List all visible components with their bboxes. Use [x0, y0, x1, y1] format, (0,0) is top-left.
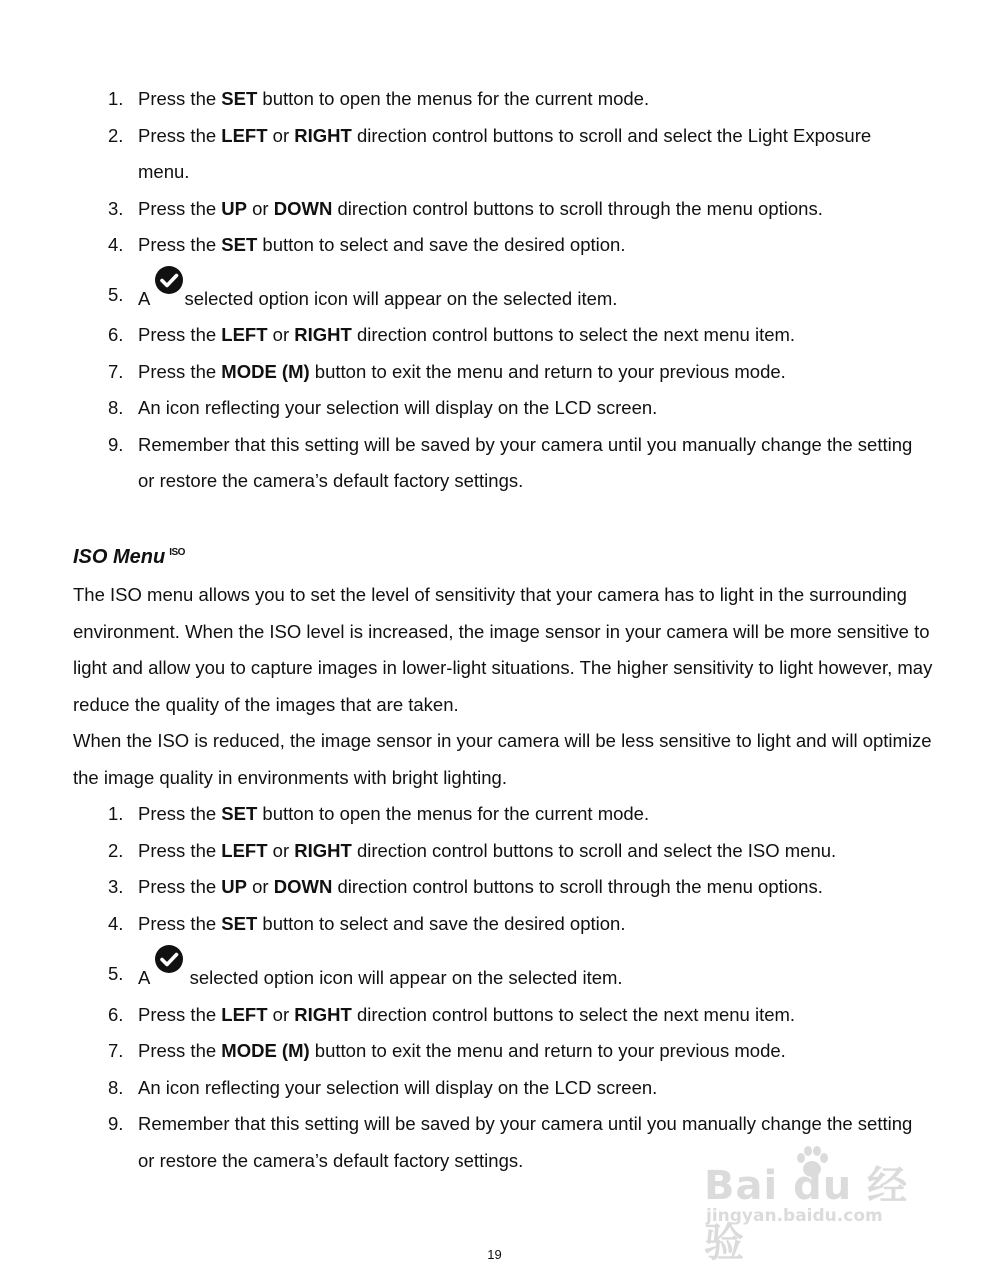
list-item-text: selected option icon will appear on the selected item.	[184, 287, 618, 309]
list-item	[0, 833, 989, 870]
list-item	[0, 390, 989, 427]
list-item-text: or	[267, 839, 295, 861]
list-item-number: 2.	[108, 124, 124, 146]
list-item	[0, 191, 989, 228]
list-item	[0, 317, 989, 354]
bold-term: DOWN	[273, 197, 333, 219]
list-item-number: 1.	[108, 803, 124, 824]
list-item-text: Press the	[138, 1040, 222, 1061]
list-item-text: or	[267, 124, 295, 146]
list-item-text: Press the	[138, 876, 222, 897]
paragraph: When the ISO is reduced, the image sensor in your camera will be less sensitive to light and will optimize the image quality in environments with bright lighting.	[73, 730, 932, 788]
list-item	[0, 796, 989, 833]
section-title-text: ISO Menu	[73, 546, 166, 568]
watermark-url: jingyan.baidu.com	[706, 1206, 883, 1226]
list-item	[0, 956, 989, 997]
list-item-text: Press the	[138, 124, 222, 146]
bold-term: RIGHT	[294, 324, 352, 345]
bold-term: LEFT	[221, 1003, 268, 1025]
baidu-watermark	[700, 1140, 940, 1266]
steps-list-light-exposure	[0, 81, 989, 500]
list-item-number: 4.	[108, 234, 124, 255]
list-item-text: button to open the menus for the current mode.	[257, 803, 650, 824]
list-item-text: button to open the menus for the current mode.	[257, 88, 650, 109]
checkmark-circle-icon	[154, 277, 184, 307]
list-item-text: direction control buttons to scroll and select the ISO menu.	[351, 839, 837, 861]
list-item-number: 8.	[108, 397, 124, 418]
list-item	[0, 427, 989, 500]
list-item-text: Remember that this setting will be saved by your camera until you manually change the setting or restore the camera’s default factory settings.	[138, 1113, 913, 1171]
list-item-number: 9.	[108, 1113, 124, 1134]
bold-term: UP	[221, 876, 247, 897]
checkmark-circle-icon	[154, 956, 184, 986]
list-item-text: Press the	[138, 803, 222, 824]
list-item	[0, 906, 989, 943]
paw-icon	[792, 1142, 832, 1182]
bold-term: MODE (M)	[221, 1040, 310, 1061]
list-item-text: An icon reflecting your selection will display on the LCD screen.	[138, 1076, 658, 1098]
list-item-text: direction control buttons to scroll through the menu options.	[332, 876, 823, 897]
bold-term: SET	[221, 234, 258, 255]
list-item-text: Remember that this setting will be saved by your camera until you manually change the setting or restore the camera’s default factory settings.	[138, 433, 913, 491]
bold-term: DOWN	[273, 876, 333, 897]
list-item	[0, 997, 989, 1034]
list-item-text: or	[247, 197, 274, 219]
bold-term: LEFT	[221, 324, 268, 345]
list-item-number: 5.	[108, 963, 124, 984]
list-item	[0, 81, 989, 118]
bold-term: SET	[221, 912, 258, 934]
list-item-text: selected option icon will appear on the selected item.	[184, 967, 623, 988]
bold-term: RIGHT	[294, 839, 352, 861]
list-item-number: 7.	[108, 360, 124, 382]
list-item-number: 2.	[108, 839, 124, 861]
list-item	[0, 277, 989, 318]
list-item-number: 3.	[108, 197, 124, 219]
list-item-number: 9.	[108, 433, 124, 455]
list-item-number: 6.	[108, 324, 124, 345]
list-item-text: Press the	[138, 88, 222, 109]
paragraph: The ISO menu allows you to set the level of sensitivity that your camera has to light in the surrounding environment. When the ISO level is increased, the image sensor in your camera will be more sensitive to light and allow you to capture images in lower-light situations. The higher sensitivity to light however, may reduce the quality of the images that are taken.	[73, 584, 933, 715]
section-body	[73, 577, 933, 796]
bold-term: RIGHT	[294, 124, 352, 146]
list-item-text: direction control buttons to scroll and select the Light Exposure menu.	[138, 124, 872, 182]
list-item-text: button to select and save the desired option.	[257, 234, 626, 255]
list-item-text: direction control buttons to select the next menu item.	[351, 1003, 796, 1025]
bold-term: UP	[221, 197, 247, 219]
list-item	[0, 354, 989, 391]
list-item-text: Press the	[138, 912, 222, 934]
list-item-number: 4.	[108, 912, 124, 934]
list-item	[0, 118, 989, 191]
list-item-text: button to exit the menu and return to your previous mode.	[309, 360, 786, 382]
bold-term: LEFT	[221, 839, 268, 861]
list-item-text: direction control buttons to scroll through the menu options.	[332, 197, 823, 219]
list-item-number: 5.	[108, 283, 124, 305]
list-item-number: 6.	[108, 1003, 124, 1025]
list-item-text: An icon reflecting your selection will display on the LCD screen.	[138, 397, 658, 418]
bold-term: SET	[221, 88, 258, 109]
list-item-text: Press the	[138, 1003, 222, 1025]
section-title	[73, 538, 185, 572]
list-item-text: direction control buttons to select the next menu item.	[351, 324, 796, 345]
list-item-text: Press the	[138, 197, 222, 219]
list-item	[0, 869, 989, 906]
watermark-logo: Bai du 经验	[704, 1163, 909, 1266]
list-item-text: button to exit the menu and return to your previous mode.	[309, 1040, 786, 1061]
list-item-text: A	[138, 287, 155, 309]
page-number: 19	[487, 1247, 502, 1262]
list-item-text: Press the	[138, 324, 222, 345]
list-item-text: Press the	[138, 839, 222, 861]
bold-term: MODE (M)	[221, 360, 310, 382]
list-item-text: or	[267, 1003, 295, 1025]
list-item-number: 1.	[108, 88, 124, 109]
steps-list-iso	[0, 796, 989, 1179]
list-item-number: 7.	[108, 1040, 124, 1061]
list-item	[0, 1070, 989, 1107]
list-item-text: A	[138, 967, 155, 988]
bold-term: RIGHT	[294, 1003, 352, 1025]
bold-term: SET	[221, 803, 258, 824]
list-item-number: 3.	[108, 876, 124, 897]
list-item	[0, 227, 989, 264]
list-item-text: button to select and save the desired option.	[257, 912, 626, 934]
list-item-text: or	[267, 324, 295, 345]
list-item-text: Press the	[138, 234, 222, 255]
list-item-text: Press the	[138, 360, 222, 382]
list-item	[0, 1033, 989, 1070]
list-item-text: or	[247, 876, 274, 897]
iso-icon: ISO	[169, 547, 185, 558]
list-item-number: 8.	[108, 1076, 124, 1098]
bold-term: LEFT	[221, 124, 268, 146]
